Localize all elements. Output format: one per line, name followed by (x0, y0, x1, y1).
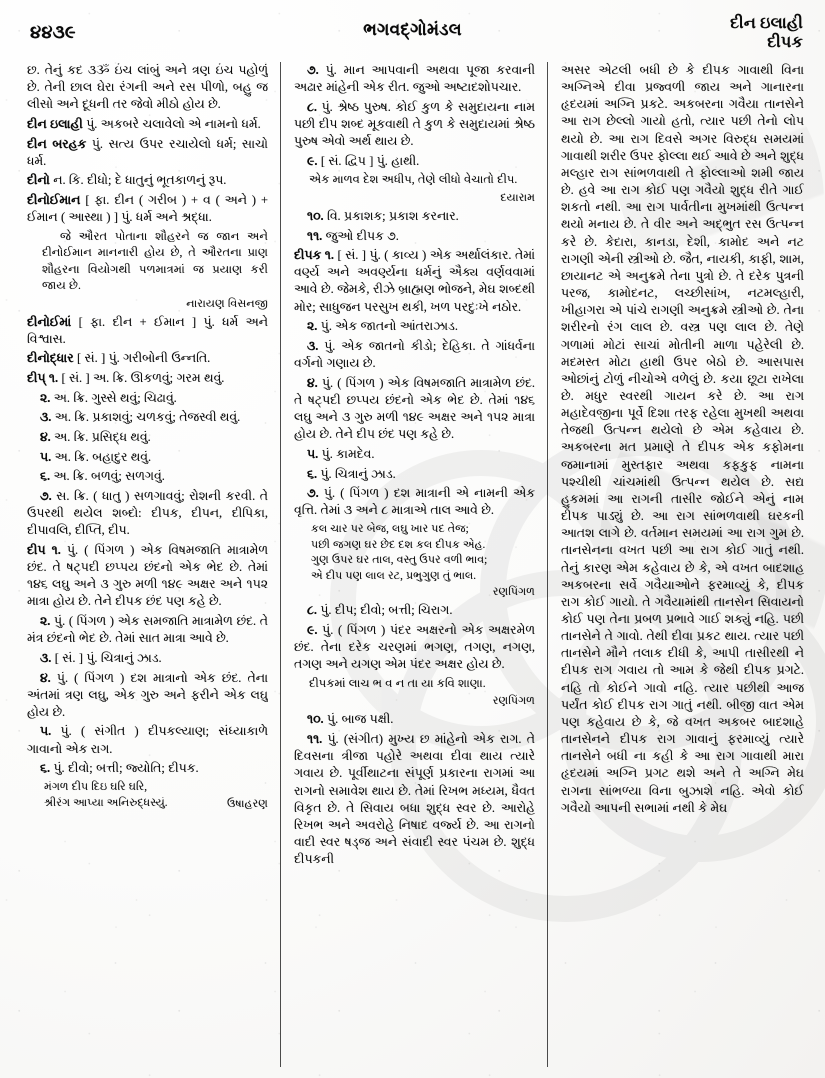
entry-sense-number: ૧૧. (307, 732, 323, 747)
entry-sense-number: ૩. (307, 338, 319, 353)
dictionary-sense (294, 338, 535, 372)
entry-definition-text: [ ફા. દીન + ઈમાન ] પું. ધર્મ અને વિશ્વાસ. (27, 314, 268, 346)
entry-definition-text: પું. માન આપવાની અથવા પૂજા કરવાની અઢાર માંહેની એક રીત. જુઓ અષ્ટાદશોપચાર. (294, 63, 535, 95)
dictionary-sense (294, 485, 535, 519)
quotation-source-citation: દયારામ (500, 191, 535, 204)
entry-definition-text: અ. ક્રિ. બહાદુર થવું. (51, 449, 152, 464)
column-2 (294, 62, 535, 1067)
entry-definition-text: અ. ક્રિ. બળવું; સળગવું. (50, 469, 165, 484)
column-rule-2 (547, 62, 548, 1067)
entry-sense-number: ૫. (40, 724, 52, 739)
entry-sense-number: ૪. (307, 375, 318, 390)
entry-sense-number: ૩. (40, 410, 52, 425)
dictionary-sense (294, 208, 535, 225)
entry-definition-text: અ. ક્રિ. ગુસ્સે થવું; ચિઢાવું. (50, 390, 177, 405)
dictionary-entry (27, 314, 268, 348)
entry-sense-number: ૧. (45, 371, 59, 385)
dictionary-sense (27, 613, 268, 647)
dictionary-sense (294, 466, 535, 483)
verse-line: શ્રીરંગ આપ્યા અનિરુદ્ધસ્યું. (44, 796, 168, 809)
entry-sense-number: ૧૦. (307, 208, 324, 223)
book-title: ભગવદ્ગોમંડલ (363, 20, 462, 39)
entry-definition-text: પું. ( પિંગળ ) દશ માત્રાનો એક છંદ. તેના અંતમાં ત્રણ લઘુ, એક ગુરુ અને ફરીને એક લઘુ હોય છે. (27, 670, 268, 719)
verse-line: એ દીપ પણ લાલ રટ, પ્રભુગુણ તું ભાલ. (311, 569, 477, 582)
entry-headword: દીપ્ (27, 371, 46, 385)
dictionary-sense (294, 446, 535, 463)
entry-definition-text: પું. ( સંગીત ) દીપકલ્યાણ; સંધ્યાકાળે ગાવાનો એક રાગ. (27, 724, 268, 756)
entry-sense-number: ૨. (307, 319, 318, 334)
dictionary-sense (27, 650, 268, 667)
quotation-source-citation: રણપિંગળ (492, 586, 535, 599)
entry-definition-text: અ. ક્રિ. પ્રસિદ્ધ થવું. (50, 429, 151, 444)
entry-headword: દીન ઇલાહી (27, 116, 83, 131)
entry-definition-text: [ સં. ] પું. ચિત્રાનું ઝાડ. (51, 650, 162, 665)
quotation-source-citation: નારાયણ વિસનજી (186, 297, 268, 310)
dictionary-sense (294, 153, 535, 170)
entry-definition-text: ન. કિ. દીધો; દે ધાતુનું ભૂતકાળનું રૂપ. (49, 173, 227, 188)
dictionary-sense (27, 760, 268, 777)
entry-sense-number: ૪. (40, 429, 51, 444)
dictionary-entry (27, 136, 268, 170)
entry-headword: દીનોઈમાન (27, 193, 81, 208)
entry-definition-text: પું. ( પિંગળ ) દશ માત્રાની એ નામની એક વૃત્તિ. તેમાં ૩ અને ૮ માત્રાએ તાલ આવે છે. (294, 486, 535, 518)
entry-definition-text: સ. ક્રિ. ( ધાતુ ) સળગાવવું; રોશની કરવી. તે ઉપરથી થયેલ શબ્દો: દીપક, દીપન, દીપિકા, દીપાવલિ, દીપ્તિ, દીપ. (27, 488, 268, 538)
entry-definition-text: [ સં. ] પું. ( કાવ્ય ) એક અર્થાલંકાર. તેમાં વર્ણ્ય અને અવર્ણ્યના ધર્મનું ઐક્ય વર્ણવવામાં આવે છે. જેમકે, રીઝે બ્રાહ્મણ ભોજને, મેઘ શબ્દથી મોર; સાધુજન પરસુખ થકી, ખળ પરદુઃખે નઠોર. (294, 248, 535, 314)
dictionary-entry (27, 542, 268, 611)
verse-quotation (294, 522, 535, 584)
entry-sense-number: ૮. (307, 603, 317, 618)
entry-definition-text: પું. (સંગીત) મુખ્ય છ માંહેનો એક રાગ. તે દિવસના ત્રીજા પહોરે અથવા દીવા થાય ત્યારે ગવાય છે. પૂર્વીથાટના સંપૂર્ણ પ્રકારના રાગમાં આ રાગનો સમાવેશ થાય છે. તેમાં રિખભ મધ્યમ, ધૈવત વિકૃત છે. તે સિવાય બધા શુદ્ધ સ્વર છે. આરોહે રિખભ અને અવરોહે નિષાદ વર્જ્ય છે. આ રાગનો વાદી સ્વર ષડ્જ અને સંવાદી સ્વર પંચમ છે. શુદ્ધ દીપકની (294, 732, 535, 867)
entry-definition-text: પું. ચિત્રાનું ઝાડ. (317, 466, 396, 481)
dictionary-sense (294, 711, 535, 728)
entry-definition-text: [ સં. દ્વિપ ] પું. હાથી. (317, 153, 420, 168)
dictionary-entry (27, 350, 268, 367)
dictionary-sense (27, 409, 268, 426)
entry-definition-text: પું. શ્રેષ્ઠ પુરુષ. કોઈ કુળ કે સમુદાયના નામ પછી દીપ શબ્દ મૂકવાથી તે કુળ કે સમુદાયમાં શ્રેષ્ઠ પુરુષ એવો અર્થ થાય છે. (294, 99, 535, 149)
dictionary-entry (27, 192, 268, 226)
entry-definition-text: જુઓ દીપક ૭. (322, 228, 399, 243)
text-columns-area (0, 62, 825, 1072)
dictionary-sense (27, 488, 268, 539)
entry-sense-number: ૧. (45, 542, 61, 557)
guide-word-first: દીન ઇલાહી (730, 15, 803, 32)
entry-definition-text: અ. ક્રિ. પ્રકાશવું; ચળકવું; તેજસ્વી થવું. (51, 410, 241, 425)
column-1 (27, 62, 268, 1067)
entry-definition-text: પું. ( પિંગળ ) એક વિષમજાતિ માત્રામેળ છંદ. તે ષટ્પદી છપ્પય છંદનો એક ભેદ છે. તેમાં ૧૪૬ લઘુ અને ૩ ગુરુ મળી ૧૪૯ અક્ષર અને ૧૫૨ માત્રા હોય છે. તેને દીપક છંદ પણ કહે છે. (27, 542, 268, 609)
entry-headword: દીન બરહક (27, 136, 87, 151)
illustrative-quotation: એક માળવ દેશ અધીપ, તેણે લીધો વેચાતો દીપ. (309, 173, 518, 187)
verse-line: કલ ચાર પર બેજ, લઘુ ખાર પદ તેજ; (311, 523, 469, 535)
dictionary-entry (27, 116, 268, 133)
entry-sense-number: ૫. (40, 449, 52, 464)
entry-headword: દીનોદ્ધાર (27, 351, 74, 366)
entry-sense-number: ૧. (321, 248, 334, 263)
quotation-source-citation: રણપિંગળ (492, 695, 535, 708)
entry-definition-text: પું. અકબરે ચલાવેલો એ નામનો ધર્મ. (82, 116, 261, 131)
dictionary-sense (294, 622, 535, 673)
entry-sense-number: ૭. (307, 63, 319, 77)
entry-continuation-text: છ. તેનું કદ ૩ૐ ઇંચ લાંબું અને ત્રણ ઇંચ પહોળું છે. તેની છાલ ઘેરા રંગની અને રસ પીળો, બહુ જ લીસો અને દૂધની તર જેવો મીઠો હોય છે. (27, 63, 268, 112)
entry-definition-text: પું. કામદેવ. (318, 446, 375, 461)
dictionary-sense (27, 723, 268, 757)
entry-sense-number: ૧૦. (307, 712, 324, 727)
page-header (0, 12, 825, 60)
page-number: ૪૪૩૯ (30, 22, 76, 42)
dictionary-sense (27, 449, 268, 466)
entry-headword: દીપ (27, 542, 46, 557)
dictionary-sense (27, 670, 268, 721)
dictionary-sense (294, 602, 535, 619)
entry-sense-number: ૪. (40, 670, 51, 685)
verse-line: પછી જગણ ઘર છેદ દશ કલ દીપક એહ. (311, 538, 486, 551)
illustrative-quotation: જે ઔરત પોતાના શૌહરને જ જાન અને દીનોઈમાન માનનારી હોય છે, તે ઔરતના પ્રાણ શૌહરના વિયોગથી પળમાત્રમાં જ પ્રયાણ કરી જાય છે. (42, 229, 268, 293)
entry-definition-text: પું. એક જાતનો આંતરાઝાડ. (317, 319, 458, 334)
entry-definition-text: પું. બાજ પક્ષી. (323, 712, 394, 727)
dictionary-entry (294, 247, 535, 316)
entry-sense-number: ૨. (40, 390, 51, 405)
column-3 (561, 62, 804, 1067)
entry-sense-number: ૧૧. (307, 228, 323, 243)
entry-sense-number: ૬. (307, 466, 318, 481)
entry-sense-number: ૫. (307, 446, 319, 461)
illustrative-quotation: દીપકમાં લાચ ભ વ ન તા યા કવિ શાણા. (309, 677, 486, 690)
entry-sense-number: ૬. (40, 761, 51, 776)
dictionary-sense (294, 731, 535, 868)
entry-sense-number: ૨. (40, 614, 51, 629)
entry-sense-number: ૬. (40, 469, 51, 484)
guide-word-last: દીપક (767, 34, 803, 51)
entry-definition-text: પું. દીપ; દીવો; બત્તી; ચિરાગ. (316, 603, 453, 618)
dictionary-entry (27, 370, 268, 387)
entry-definition-text: [ ફા. દીન ( ગરીબ ) + વ ( અને ) + ઈમાન ( આસ્થા ) ] પું. ધર્મ અને શ્રદ્ધા. (27, 193, 268, 225)
entry-definition-text: [ સં. ] પું. ગરીબોની ઉન્નતિ. (73, 351, 211, 366)
dictionary-sense (294, 99, 535, 150)
dictionary-sense (27, 468, 268, 485)
dictionary-sense (27, 429, 268, 446)
entry-sense-number: ૩. (40, 650, 52, 665)
entry-definition-text: પું. સત્ય ઉપર રચાયેલો ધર્મ; સાચો ધર્મ. (27, 136, 268, 168)
dictionary-entry (27, 172, 268, 189)
entry-range-guide-words (730, 14, 803, 52)
verse-line: મંગળ દીપ દિઇ ઘરિ ઘરિ, (44, 780, 148, 793)
entry-headword: દીનોઈમાં (27, 314, 72, 329)
dictionary-sense (27, 390, 268, 407)
entry-definition-text: [ સં. ] અ. ક્રિ. ઊકળવું; ગરમ થવું. (58, 371, 225, 385)
quotation-source-citation: ઉષાહરણ (227, 797, 268, 810)
entry-definition-text: પું. ( પિંગળ ) પંદર અક્ષરનો એક અક્ષરમેળ છંદ. તેના દરેક ચરણમાં ભગણ, તગણ, નગણ, તગણ અને યગણ એમ પંદર અક્ષર હોય છે. (294, 623, 535, 672)
column-rule-1 (280, 62, 281, 1067)
entry-definition-text: વિ. પ્રકાશક; પ્રકાશ કરનાર. (323, 208, 459, 223)
entry-sense-number: ૯. (307, 623, 318, 638)
entry-definition-text: પું. ( પિંગળ ) એક વિષમજાતિ માત્રામેળ છંદ. તે ષટ્પદી છપ્પય છંદનો એક ભેદ છે. તેમાં ૧૪૬ લઘુ અને ૩ ગુરુ મળી ૧૪૯ અક્ષર અને ૧૫૨ માત્રા હોય છે. તેને દીપ છંદ પણ કહે છે. (294, 375, 535, 442)
entry-sense-number: ૭. (40, 488, 52, 503)
entry-sense-number: ૮. (307, 99, 317, 114)
entry-definition-text: પું. દીવો; બત્તી; જ્યોતિ; દીપક. (50, 761, 199, 776)
dictionary-sense (294, 375, 535, 444)
entry-sense-number: ૯. (307, 153, 318, 168)
entry-sense-number: ૭. (307, 486, 319, 501)
entry-continuation-text: અસર એટલી બધી છે કે દીપક ગાવાથી વિના અગ્નિએ દીવા પ્રજ્વળી જાય અને ગાનારના હૃદયમાં અગ્નિ પ્રકટે. અકબરના ગવૈયા તાનસેને આ રાગ છેલ્લો ગાયો હતો, ત્યાર પછી તેનો લોપ થયો છે. આ રાગ દિવસે અગર વિરુદ્ધ સમયમાં ગાવાથી શરીર ઉપર ફોલ્લા થઈ આવે છે અને શુદ્ધ મલ્હાર રાગ સાંભળવાથી તે ફોલ્લાઓ શમી જાય છે. હવે આ રાગ કોઈ પણ ગવૈયો શુદ્ધ રીતે ગાઈ શકતો નથી. આ રાગ પાર્વતીના મુખમાંથી ઉત્પન્ન થયો મનાય છે. તે વીર અને અદ્ભુત રસ ઉત્પન્ન કરે છે. કેદારા, કાનડા, દેશી, કામોદ અને નટ રાગણી એની સ્ત્રીઓ છે. જૈત, નાયકી, કાફી, શામ, છાયાનટ એ અનુક્રમે તેના પુત્રો છે. તે દરેક પુત્રની પરજ, કામોદનટ, લચ્છીસાંખ, નટમલ્હારી, ખીહાગરા એ પાંચે રાગણી અનુક્રમે સ્ત્રીઓ છે. તેના શરીરનો રંગ લાલ છે. વસ્ત્ર પણ લાલ છે. તેણે ગળામાં મોટાં સાચાં મોતીની માળા પહેરેલી છે. મદમસ્ત મોટા હાથી ઉપર બેઠો છે. આસપાસ ઓછાંનું ટોળું નીચોએ વળેલું છે. કયા છૂટા રાખેલા છે. મધુર સ્વરથી ગાયન કરે છે. આ રાગ મહાદેવજીના પૂર્વે દિશા તરફ રહેલા મુખથી અથવા તેજથી ઉત્પન્ન થયેલો છે એમ કહેવાય છે. અકબરના મત પ્રમાણે તે દીપક એક કફોમના જમાનામાં મુસ્તફાર અથવા કફકુફ નામના પશ્ચીથી ચાંચમાંથી ઉત્પન્ન થયેલ છે. સદ્ય હુકમમાં આ રાગની તાસીર જોઈને એનું નામ દીપક પાડ્યું છે. આ રાગ સાંભળવાથી ઘરકની આતશ લાગે છે. વર્તમાન સમયમાં આ રાગ ગુમ છે. તાનસેનના વખત પછી આ રાગ કોઈ ગાતું નથી. તેનું કારણ એમ કહેવાય છે કે, એ વખત બાદશાહ અકબરના સર્વે ગવૈયાઓને ફરમાવ્યું કે, દીપક રાગ કોઈ ગાયો. તે ગવૈયામાંથી તાનસેન સિવાયનો કોઈ પણ તેના પ્રબળ પ્રભાવે ગાઈ શક્યું નહિ. પછી તાનસેને તે ગાવો. તેથી દીવા પ્રકટ થાય. ત્યાર પછી તાનસેને મૌને તલાક દીધી કે, આપી તાસીરથી ને દીપક રાગ ગવાય તો આમ કે જેથી દીપક પ્રગટે. નહિ તો કોઈને ગાવો નહિ. ત્યાર પછીથી આજ પર્યંત કોઈ દીપક રાગ ગાતું નથી. બીજી વાત એમ પણ કહેવાય છે કે, જે વખત અકબર બાદશાહે તાનસેનને દીપક રાગ ગાવાનું ફરમાવ્યું ત્યારે તાનસેને બધી ના કહી કે આ રાગ ગાવાથી મારા હૃદયમાં અગ્નિ પ્રગટ થશે અને તે અગ્નિ મેઘ રાગના સાંભળ્યા વિના બુઝાશે નહિ. એવો કોઈ ગવૈયો આપની સભામાં નથી કે મેઘ (561, 63, 804, 815)
entry-definition-text: પું. એક જાતનો કીડો; દેહિકા. તે ગાંધર્વના વર્ગનો ગણાય છે. (294, 338, 535, 371)
entry-headword: દીપક (294, 248, 322, 263)
dictionary-sense (294, 228, 535, 245)
dictionary-sense (294, 318, 535, 335)
entry-headword: દીનો (27, 173, 50, 188)
entry-definition-text: પું. ( પિંગળ ) એક સમજાતિ માત્રામેળ છંદ. તે મંત્ર છંદનો ભેદ છે. તેમાં સાત માત્રા આવે છે. (27, 614, 268, 646)
verse-line: ગુણ ઉપર ઘર તાલ, વસ્તુ ઉપર વળી ભાવ; (311, 554, 488, 567)
dictionary-sense (294, 62, 535, 96)
